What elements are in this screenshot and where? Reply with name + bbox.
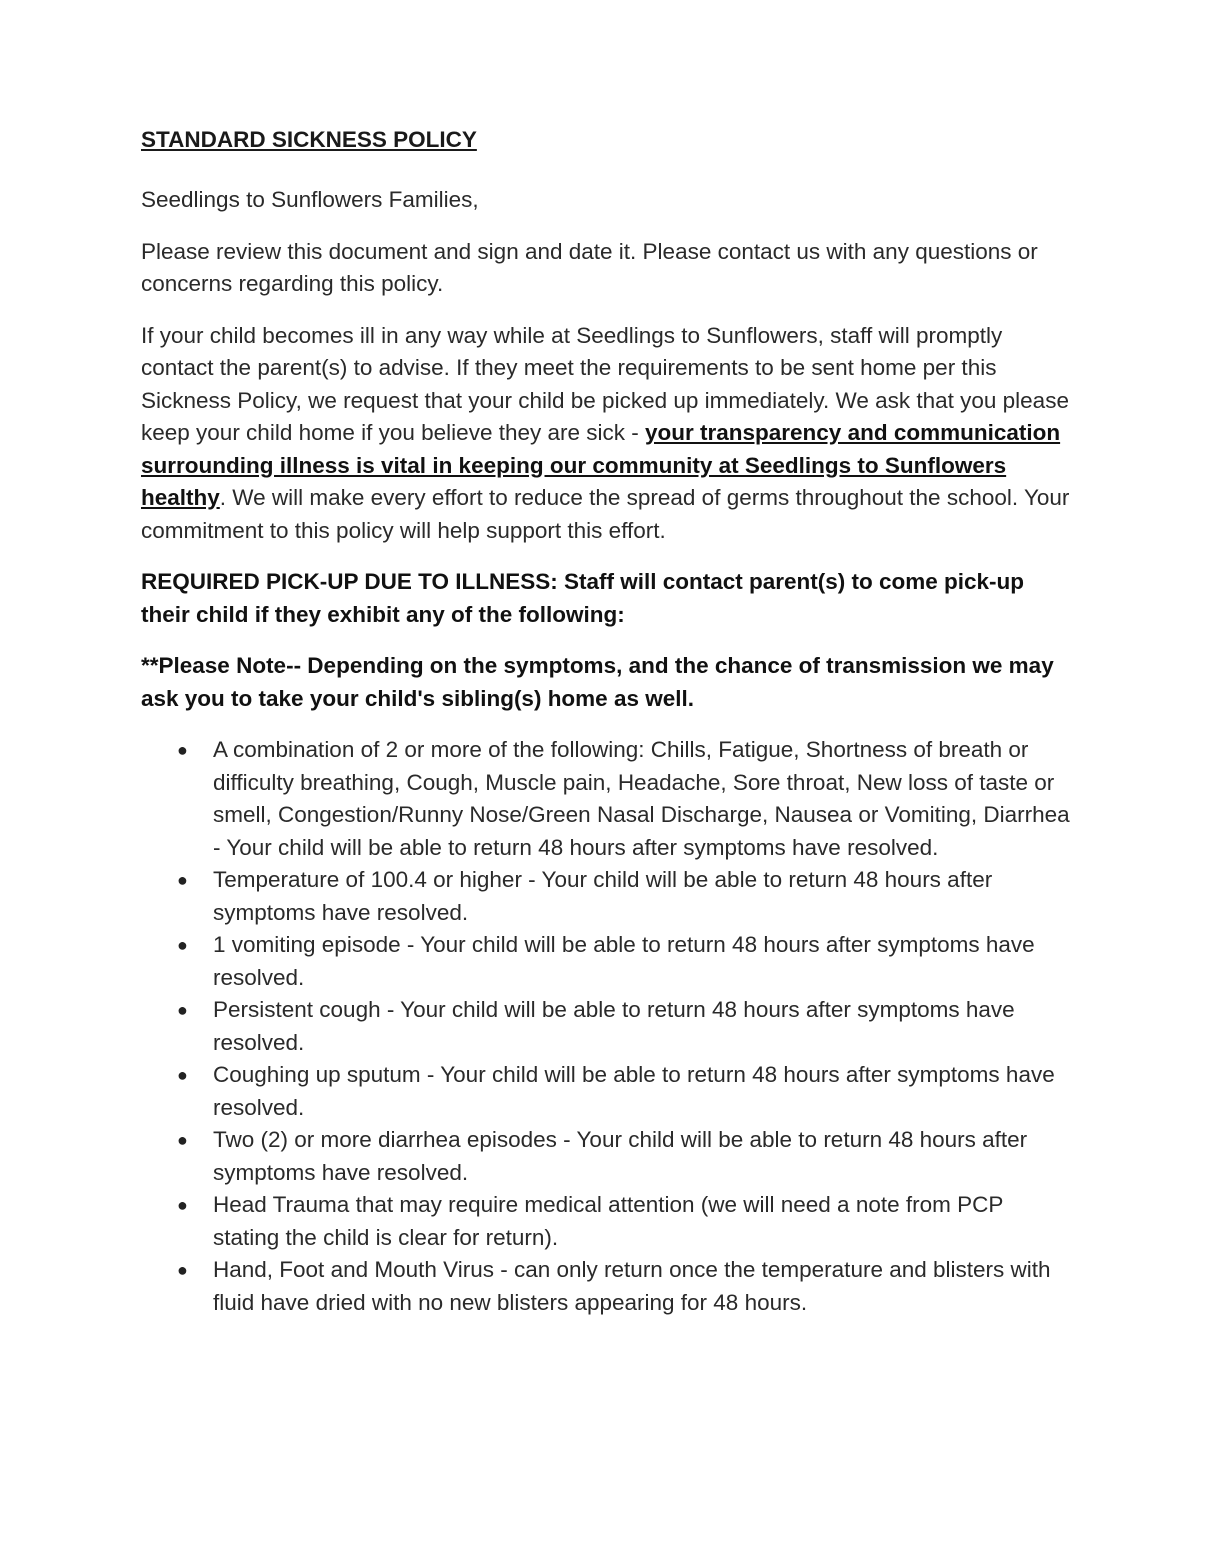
list-item [177,864,1071,929]
list-item [177,1189,1071,1254]
policy-paragraph [141,320,1071,548]
required-pickup-heading: REQUIRED PICK-UP DUE TO ILLNESS: Staff will contact parent(s) to come pick-up their child if they exhibit any of the following: [141,569,1025,627]
symptom-text: Coughing up sputum - Your child will be able to return 48 hours after symptoms have resolved. [213,1062,1055,1120]
symptom-text: Temperature of 100.4 or higher - Your child will be able to return 48 hours after symptoms have resolved. [213,867,993,925]
greeting: Seedlings to Sunflowers Families, [141,187,479,212]
policy-emphasis: your transparency and communication surrounding illness is vital in keeping our community at Seedlings to Sunflowers healthy [141,420,1061,510]
intro-paragraph: Please review this document and sign and date it. Please contact us with any questions or concerns regarding this policy. [141,238,1038,296]
symptom-text: Persistent cough - Your child will be able to return 48 hours after symptoms have resolved. [213,997,1015,1055]
bullet-icon: ● [177,1000,188,1020]
list-item [177,1124,1071,1189]
symptom-text: Hand, Foot and Mouth Virus - can only return once the temperature and blisters with fluid have dried with no new blisters appearing for 48 hours. [213,1257,1051,1315]
policy-paragraph-text: If your child becomes ill in any way while at Seedlings to Sunflowers, staff will promptly contact the parent(s) to advise. If they meet the requirements to be sent home per this Sickness Policy, we request that your child be picked up immediately. We ask that you please keep your child home if you believe they are sick - [141,322,1069,445]
page-title: STANDARD SICKNESS POLICY [141,127,477,152]
bullet-icon: ● [177,935,188,955]
bullet-icon: ● [177,1130,188,1150]
list-item [177,1059,1071,1124]
bullet-icon: ● [177,740,188,760]
list-item [177,929,1071,994]
symptom-text: A combination of 2 or more of the following: Chills, Fatigue, Shortness of breath or difficulty breathing, Cough, Muscle pain, Headache, Sore throat, New loss of taste or smell, Congestion/Runny Nose/Green Nasal Discharge, Nausea or Vomiting, Diarrhea - Your child will be able to return 48 hours after symptoms have resolved. [213,737,1070,860]
symptom-text: Two (2) or more diarrhea episodes - Your child will be able to return 48 hours after symptoms have resolved. [213,1127,1028,1185]
list-item [177,734,1071,864]
document-page [141,124,1071,1319]
bullet-icon: ● [177,1260,188,1280]
symptom-text: 1 vomiting episode - Your child will be able to return 48 hours after symptoms have resolved. [213,932,1035,990]
bullet-icon: ● [177,1195,188,1215]
symptom-list [141,734,1071,1319]
list-item [177,1254,1071,1319]
list-item [177,994,1071,1059]
symptom-text: Head Trauma that may require medical attention (we will need a note from PCP stating the child is clear for return). [213,1192,1003,1250]
policy-paragraph-closing: . We will make every effort to reduce the spread of germs throughout the school. Your commitment to this policy will help support this effort. [141,485,1070,543]
bullet-icon: ● [177,1065,188,1085]
sibling-note: **Please Note-- Depending on the symptoms, and the chance of transmission we may ask you to take your child's sibling(s) home as well. [141,653,1054,711]
bullet-icon: ● [177,870,188,890]
